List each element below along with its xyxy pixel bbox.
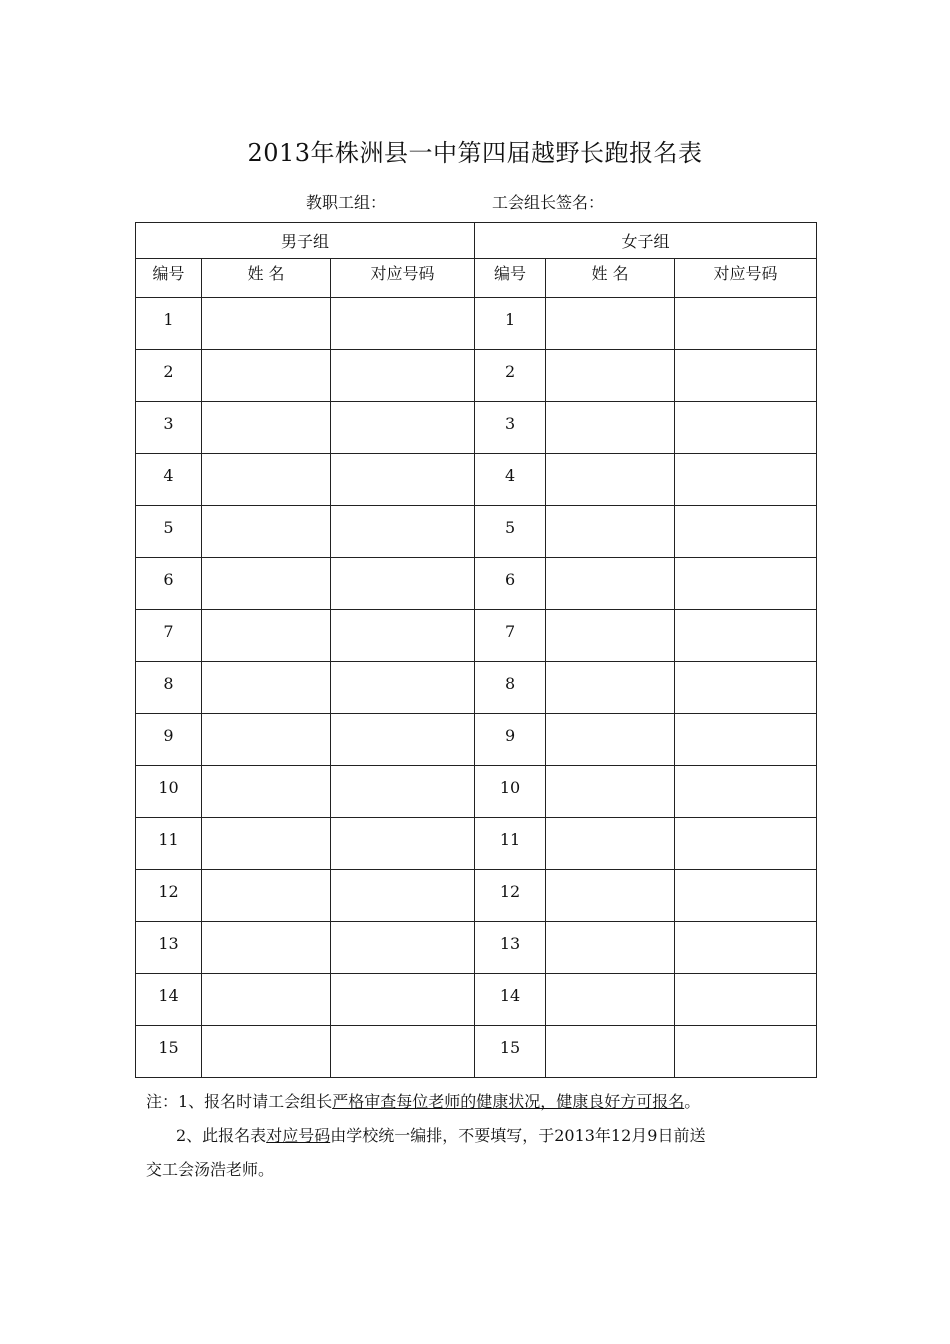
- table-row: [136, 298, 817, 350]
- female-bib-field[interactable]: [675, 350, 817, 402]
- col-number-header: 编号: [136, 259, 202, 298]
- male-name-field[interactable]: [202, 1026, 331, 1078]
- col-number-header: 编号: [475, 259, 546, 298]
- male-bib-field[interactable]: [331, 506, 475, 558]
- male-name-field[interactable]: [202, 662, 331, 714]
- female-bib-field[interactable]: [675, 298, 817, 350]
- female-name-field[interactable]: [546, 974, 675, 1026]
- female-bib-field[interactable]: [675, 870, 817, 922]
- male-number-cell: 4: [136, 454, 202, 506]
- note-2-text: 2、此报名表: [176, 1126, 267, 1145]
- female-bib-field[interactable]: [675, 922, 817, 974]
- male-bib-field[interactable]: [331, 662, 475, 714]
- note-1-end: 。: [684, 1092, 701, 1111]
- female-number-cell: 12: [475, 870, 546, 922]
- male-bib-field[interactable]: [331, 870, 475, 922]
- male-name-field[interactable]: [202, 870, 331, 922]
- female-bib-field[interactable]: [675, 454, 817, 506]
- female-name-field[interactable]: [546, 558, 675, 610]
- female-name-field[interactable]: [546, 610, 675, 662]
- female-bib-field[interactable]: [675, 974, 817, 1026]
- female-name-field[interactable]: [546, 298, 675, 350]
- table-row: [136, 714, 817, 766]
- male-number-cell: 13: [136, 922, 202, 974]
- female-bib-field[interactable]: [675, 662, 817, 714]
- male-group-header: 男子组: [136, 223, 475, 259]
- male-bib-field[interactable]: [331, 454, 475, 506]
- female-group-header: 女子组: [475, 223, 817, 259]
- male-name-field[interactable]: [202, 922, 331, 974]
- leader-signature-label: 工会组长签名：: [492, 193, 605, 212]
- male-name-field[interactable]: [202, 454, 331, 506]
- table-row: [136, 662, 817, 714]
- female-number-cell: 8: [475, 662, 546, 714]
- female-number-cell: 7: [475, 610, 546, 662]
- male-bib-field[interactable]: [331, 714, 475, 766]
- female-number-cell: 3: [475, 402, 546, 454]
- female-bib-field[interactable]: [675, 610, 817, 662]
- table-row: [136, 610, 817, 662]
- col-bib-header: 对应号码: [331, 259, 475, 298]
- female-bib-field[interactable]: [675, 558, 817, 610]
- female-name-field[interactable]: [546, 402, 675, 454]
- note-2-rest: 由学校统一编排，不要填写，于2013年12月9日前送: [330, 1126, 706, 1145]
- female-bib-field[interactable]: [675, 402, 817, 454]
- col-name-header: 姓 名: [202, 259, 331, 298]
- note-1-underlined: 严格审查每位老师的健康状况，健康良好方可报名: [332, 1092, 685, 1111]
- male-number-cell: 1: [136, 298, 202, 350]
- female-number-cell: 6: [475, 558, 546, 610]
- female-name-field[interactable]: [546, 662, 675, 714]
- female-name-field[interactable]: [546, 1026, 675, 1078]
- female-bib-field[interactable]: [675, 1026, 817, 1078]
- table-row: [136, 922, 817, 974]
- male-bib-field[interactable]: [331, 610, 475, 662]
- male-name-field[interactable]: [202, 610, 331, 662]
- male-bib-field[interactable]: [331, 402, 475, 454]
- male-number-cell: 6: [136, 558, 202, 610]
- staff-group-label: 教职工组：: [306, 193, 387, 212]
- male-name-field[interactable]: [202, 506, 331, 558]
- col-name-header: 姓 名: [546, 259, 675, 298]
- note-2-underlined: 对应号码: [266, 1126, 331, 1145]
- registration-table: [135, 222, 817, 1078]
- female-number-cell: 11: [475, 818, 546, 870]
- table-row: [136, 350, 817, 402]
- female-name-field[interactable]: [546, 454, 675, 506]
- male-number-cell: 11: [136, 818, 202, 870]
- male-bib-field[interactable]: [331, 1026, 475, 1078]
- note-1: [146, 1085, 826, 1119]
- form-title: 2013年株洲县一中第四届越野长跑报名表: [247, 139, 703, 167]
- col-bib-header: 对应号码: [675, 259, 817, 298]
- male-name-field[interactable]: [202, 402, 331, 454]
- female-number-cell: 15: [475, 1026, 546, 1078]
- female-number-cell: 14: [475, 974, 546, 1026]
- table-row: [136, 1026, 817, 1078]
- female-bib-field[interactable]: [675, 506, 817, 558]
- female-name-field[interactable]: [546, 870, 675, 922]
- male-number-cell: 5: [136, 506, 202, 558]
- table-row: [136, 506, 817, 558]
- male-name-field[interactable]: [202, 766, 331, 818]
- female-name-field[interactable]: [546, 818, 675, 870]
- male-number-cell: 3: [136, 402, 202, 454]
- table-row: [136, 974, 817, 1026]
- male-number-cell: 12: [136, 870, 202, 922]
- note-2-continued: 交工会汤浩老师。: [146, 1160, 275, 1179]
- table-row: [136, 818, 817, 870]
- female-number-cell: 4: [475, 454, 546, 506]
- male-number-cell: 7: [136, 610, 202, 662]
- table-row: [136, 558, 817, 610]
- male-name-field[interactable]: [202, 818, 331, 870]
- female-name-field[interactable]: [546, 350, 675, 402]
- note-2: [176, 1119, 826, 1153]
- female-number-cell: 5: [475, 506, 546, 558]
- male-bib-field[interactable]: [331, 766, 475, 818]
- female-name-field[interactable]: [546, 506, 675, 558]
- male-bib-field[interactable]: [331, 922, 475, 974]
- female-number-cell: 10: [475, 766, 546, 818]
- male-bib-field[interactable]: [331, 298, 475, 350]
- male-bib-field[interactable]: [331, 350, 475, 402]
- table-row: [136, 766, 817, 818]
- notes: [146, 1085, 826, 1187]
- female-bib-field[interactable]: [675, 818, 817, 870]
- male-bib-field[interactable]: [331, 818, 475, 870]
- male-name-field[interactable]: [202, 714, 331, 766]
- female-bib-field[interactable]: [675, 714, 817, 766]
- male-number-cell: 8: [136, 662, 202, 714]
- female-number-cell: 13: [475, 922, 546, 974]
- table-row: [136, 870, 817, 922]
- male-number-cell: 14: [136, 974, 202, 1026]
- male-name-field[interactable]: [202, 298, 331, 350]
- female-number-cell: 1: [475, 298, 546, 350]
- male-number-cell: 9: [136, 714, 202, 766]
- male-number-cell: 10: [136, 766, 202, 818]
- female-number-cell: 9: [475, 714, 546, 766]
- male-name-field[interactable]: [202, 558, 331, 610]
- female-number-cell: 2: [475, 350, 546, 402]
- male-bib-field[interactable]: [331, 558, 475, 610]
- note-1-text: 注：1、报名时请工会组长: [146, 1092, 333, 1111]
- female-bib-field[interactable]: [675, 766, 817, 818]
- male-bib-field[interactable]: [331, 974, 475, 1026]
- table-row: [136, 402, 817, 454]
- female-name-field[interactable]: [546, 766, 675, 818]
- male-name-field[interactable]: [202, 974, 331, 1026]
- male-number-cell: 15: [136, 1026, 202, 1078]
- male-name-field[interactable]: [202, 350, 331, 402]
- table-row: [136, 454, 817, 506]
- male-number-cell: 2: [136, 350, 202, 402]
- female-name-field[interactable]: [546, 922, 675, 974]
- female-name-field[interactable]: [546, 714, 675, 766]
